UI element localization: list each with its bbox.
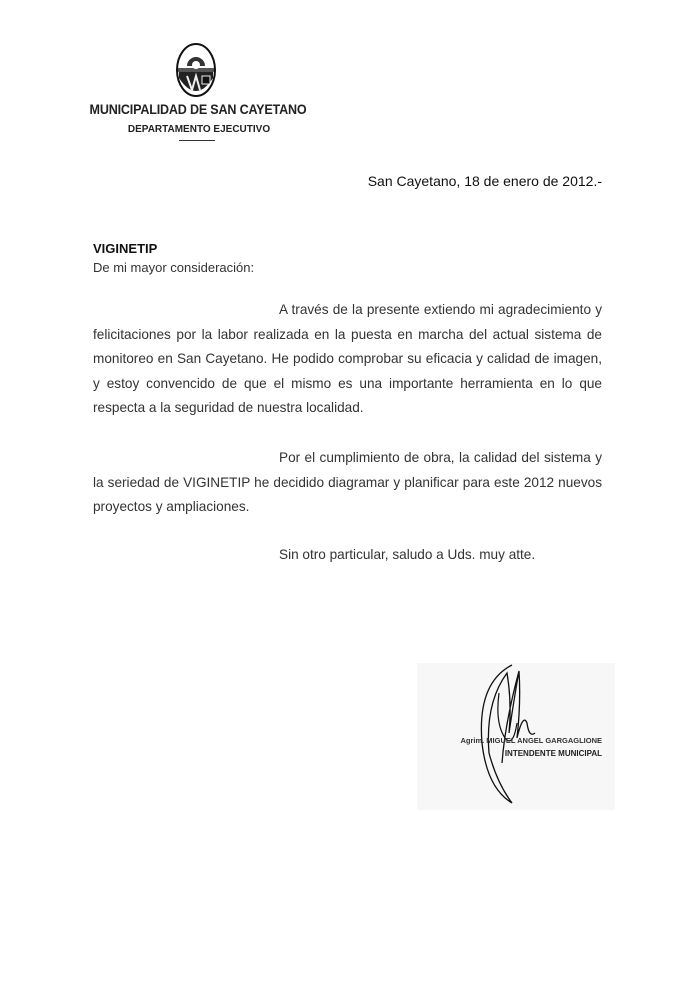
letterhead-divider xyxy=(179,140,215,141)
signatory-name: Agrim. MIGUEL ANGEL GARGAGLIONE xyxy=(460,736,602,745)
body-paragraph-1 xyxy=(93,298,602,421)
paragraph-text: Por el cumplimiento de obra, la calidad del sistema y la seriedad de VIGINETIP he decidido diagramar y planificar para este 2012 nuevos proyectos y ampliaciones. xyxy=(93,450,602,514)
paragraph-text: A través de la presente extiendo mi agradecimiento y felicitaciones por la labor realizada en la puesta en marcha del actual sistema de monitoreo en San Cayetano. He podido comprobar su eficacia y calidad de imagen, y estoy convencido de que el mismo es una importante herramienta en lo que respecta a la seguridad de nuestra localidad. xyxy=(93,302,602,415)
department-name: DEPARTAMENTO EJECUTIVO xyxy=(127,124,271,135)
signature-block xyxy=(417,663,615,810)
closing: Sin otro particular, saludo a Uds. muy atte. xyxy=(279,547,536,562)
organization-name: MUNICIPALIDAD DE SAN CAYETANO xyxy=(89,102,307,117)
date-line: San Cayetano, 18 de enero de 2012.- xyxy=(367,173,602,189)
recipient: VIGINETIP xyxy=(93,241,158,256)
body-paragraph-2 xyxy=(93,446,602,520)
salutation: De mi mayor consideración: xyxy=(93,260,255,275)
letterhead xyxy=(82,38,314,146)
municipal-crest-icon xyxy=(175,42,217,98)
signatory-title: INTENDENTE MUNICIPAL xyxy=(504,749,602,758)
